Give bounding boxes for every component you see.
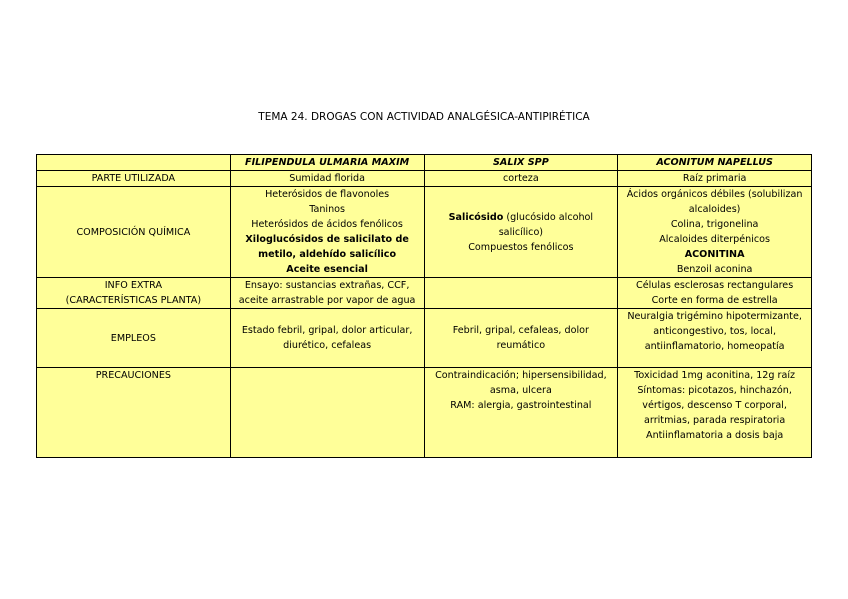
table-header-row	[37, 155, 812, 171]
cell-line: antiinflamatorio, homeopatía	[644, 341, 785, 352]
cell-line: Alcaloides diterpénicos	[659, 234, 771, 245]
cell-precauciones-filipendula	[230, 368, 424, 458]
cell-line: Sumidad florida	[289, 173, 366, 184]
cell-line: Células esclerosas rectangulares	[636, 280, 794, 291]
header-cell-empty	[37, 155, 231, 171]
row-label-text: EMPLEOS	[110, 332, 156, 344]
cell-info-extra-aconitum	[618, 278, 812, 309]
cell-line: metilo, aldehído salicílico	[258, 249, 397, 260]
cell-line: corteza	[503, 173, 539, 184]
header-cell-filipendula: FILIPENDULA ULMARIA MAXIM	[230, 155, 424, 171]
row-label-parte-utilizada	[37, 171, 231, 187]
cell-line: alcaloides)	[688, 204, 741, 215]
cell-line: Ácidos orgánicos débiles (solubilizan	[626, 189, 803, 200]
cell-composicion-quimica-salix	[424, 187, 618, 278]
header-cell-aconitum: ACONITUM NAPELLUS	[618, 155, 812, 171]
cell-line: Compuestos fenólicos	[468, 241, 574, 253]
cell-line: Febril, gripal, cefaleas, dolor	[452, 325, 589, 336]
row-label-precauciones	[37, 368, 231, 458]
cell-empleos-aconitum	[618, 309, 812, 368]
cell-precauciones-salix	[424, 368, 618, 458]
cell-line: Taninos	[309, 204, 346, 215]
table-row-empleos	[37, 309, 812, 368]
cell-line: Benzoil aconina	[676, 264, 753, 275]
cell-precauciones-aconitum	[618, 368, 812, 458]
drug-comparison-table	[36, 154, 812, 458]
cell-line: Estado febril, gripal, dolor articular,	[241, 325, 413, 336]
cell-line: salicílico)	[498, 226, 544, 238]
row-label-composicion-quimica	[37, 187, 231, 278]
cell-composicion-quimica-aconitum	[618, 187, 812, 278]
table-row-precauciones	[37, 368, 812, 458]
cell-empleos-salix	[424, 309, 618, 368]
header-cell-salix: SALIX SPP	[424, 155, 618, 171]
cell-line: aceite arrastrable por vapor de agua	[238, 295, 416, 306]
cell-line: Salicósido (glucósido alcohol	[448, 211, 594, 223]
cell-parte-utilizada-filipendula	[230, 171, 424, 187]
cell-line: Xiloglucósidos de salicilato de	[245, 234, 409, 245]
table-row-composicion-quimica	[37, 187, 812, 278]
row-label-text: INFO EXTRA	[104, 280, 163, 291]
cell-line: vértigos, descenso T corporal,	[642, 400, 787, 411]
cell-line: Aceite esencial	[286, 264, 368, 275]
cell-line: ACONITINA	[684, 249, 745, 260]
cell-line: Heterósidos de ácidos fenólicos	[251, 219, 403, 230]
cell-info-extra-salix	[424, 278, 618, 309]
cell-line: Ensayo: sustancias extrañas, CCF,	[244, 280, 410, 291]
cell-line: arritmias, parada respiratoria	[644, 415, 786, 426]
row-label-text: (CARACTERÍSTICAS PLANTA)	[65, 295, 202, 306]
row-label-text: PRECAUCIONES	[95, 370, 171, 381]
cell-line: Toxicidad 1mg aconitina, 12g raíz	[634, 370, 796, 381]
cell-line: Heterósidos de flavonoles	[265, 189, 390, 200]
cell-line: Neuralgia trigémino hipotermizante,	[627, 311, 802, 322]
cell-line: RAM: alergia, gastrointestinal	[450, 400, 592, 411]
cell-empleos-filipendula	[230, 309, 424, 368]
cell-line: asma, ulcera	[489, 385, 552, 396]
cell-line: Antiinflamatoria a dosis baja	[646, 430, 784, 441]
row-label-info-extra	[37, 278, 231, 309]
cell-parte-utilizada-aconitum	[618, 171, 812, 187]
cell-line: Raíz primaria	[682, 173, 747, 184]
cell-line: Corte en forma de estrella	[651, 295, 778, 306]
cell-info-extra-filipendula	[230, 278, 424, 309]
row-label-empleos	[37, 309, 231, 368]
cell-line: Síntomas: picotazos, hinchazón,	[637, 385, 792, 396]
row-label-text: PARTE UTILIZADA	[91, 173, 176, 184]
cell-parte-utilizada-salix	[424, 171, 618, 187]
document-title: TEMA 24. DROGAS CON ACTIVIDAD ANALGÉSICA-ANTIPIRÉTICA	[258, 111, 590, 123]
cell-line: Colina, trigonelina	[670, 219, 759, 230]
cell-line: anticongestivo, tos, local,	[653, 326, 777, 337]
cell-composicion-quimica-filipendula	[230, 187, 424, 278]
row-label-text: COMPOSICIÓN QUÍMICA	[76, 226, 191, 238]
table-row-parte-utilizada	[37, 171, 812, 187]
cell-line: diurético, cefaleas	[283, 340, 372, 351]
table-row-info-extra	[37, 278, 812, 309]
cell-line: Contraindicación; hipersensibilidad,	[435, 370, 607, 381]
cell-line: reumático	[496, 340, 546, 351]
